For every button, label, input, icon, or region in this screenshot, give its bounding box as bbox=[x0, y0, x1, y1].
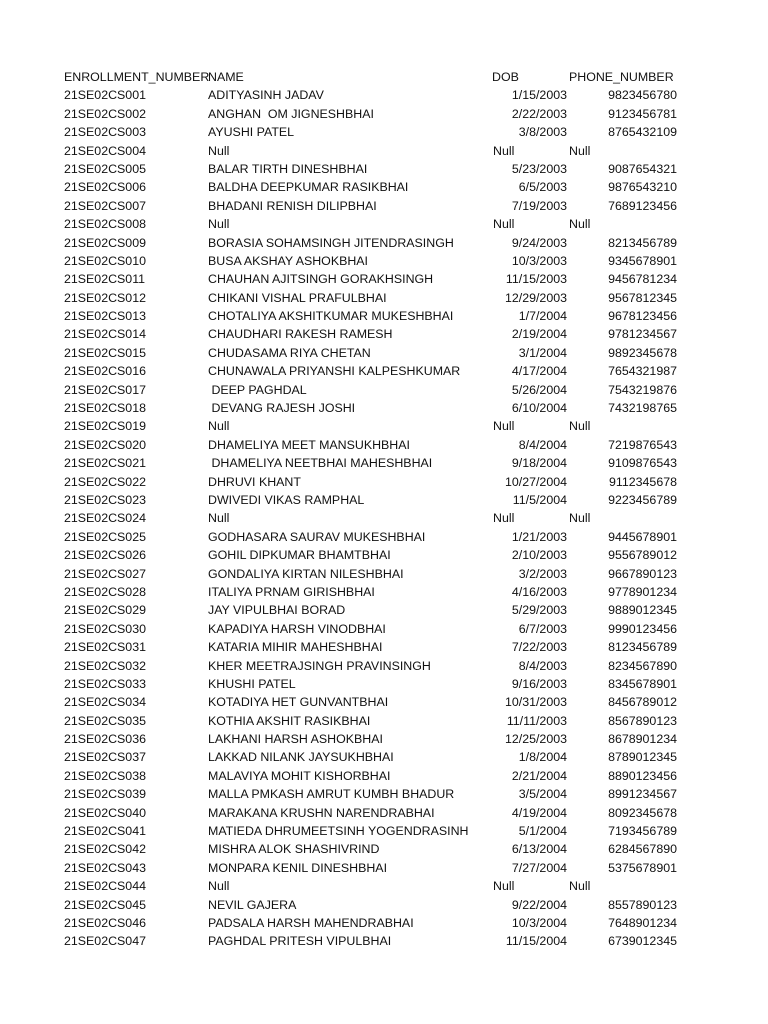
phone-cell: 8765432109 bbox=[608, 125, 677, 140]
name-cell: ANGHAN OM JIGNESHBHAI bbox=[208, 106, 374, 121]
table-row bbox=[64, 932, 704, 950]
name-cell: Null bbox=[208, 419, 230, 434]
phone-cell: 9876543210 bbox=[608, 180, 677, 195]
dob-cell: 2/22/2003 bbox=[511, 106, 567, 121]
table-row bbox=[64, 417, 704, 435]
phone-cell: Null bbox=[569, 879, 591, 894]
enrollment-cell: 21SE02CS030 bbox=[64, 621, 146, 636]
name-cell: MALLA PMKASH AMRUT KUMBH BHADUR bbox=[208, 787, 455, 802]
enrollment-cell: 21SE02CS033 bbox=[64, 676, 146, 691]
table-row bbox=[64, 546, 704, 564]
name-cell: BORASIA SOHAMSINGH JITENDRASINGH bbox=[208, 235, 454, 250]
header-name: NAME bbox=[208, 70, 244, 84]
enrollment-cell: 21SE02CS019 bbox=[64, 419, 146, 434]
phone-cell: 8991234567 bbox=[608, 787, 677, 802]
table-row bbox=[64, 473, 704, 491]
name-cell: CHUNAWALA PRIYANSHI KALPESHKUMAR bbox=[208, 364, 461, 379]
enrollment-cell: 21SE02CS012 bbox=[64, 290, 146, 305]
phone-cell: 7543219876 bbox=[608, 382, 677, 397]
phone-cell: 8789012345 bbox=[608, 750, 677, 765]
table-row bbox=[64, 270, 704, 288]
enrollment-cell: 21SE02CS004 bbox=[64, 143, 146, 158]
table-row bbox=[64, 289, 704, 307]
enrollment-cell: 21SE02CS024 bbox=[64, 511, 146, 526]
table-row bbox=[64, 840, 704, 858]
phone-cell: 9667890123 bbox=[608, 566, 677, 581]
enrollment-cell: 21SE02CS008 bbox=[64, 217, 146, 232]
phone-cell: 9678123456 bbox=[608, 309, 677, 324]
enrollment-cell: 21SE02CS035 bbox=[64, 713, 146, 728]
enrollment-cell: 21SE02CS028 bbox=[64, 584, 146, 599]
table-row bbox=[64, 859, 704, 877]
enrollment-cell: 21SE02CS039 bbox=[64, 787, 146, 802]
phone-cell: 9109876543 bbox=[608, 456, 677, 471]
name-cell: DWIVEDI VIKAS RAMPHAL bbox=[208, 492, 365, 507]
table-row bbox=[64, 730, 704, 748]
name-cell: GONDALIYA KIRTAN NILESHBHAI bbox=[208, 566, 404, 581]
phone-cell: 9445678901 bbox=[608, 529, 677, 544]
dob-cell: 11/11/2003 bbox=[506, 713, 567, 728]
dob-cell: 1/15/2003 bbox=[511, 88, 567, 103]
enrollment-cell: 21SE02CS031 bbox=[64, 640, 146, 655]
name-cell: DEVANG RAJESH JOSHI bbox=[208, 401, 356, 416]
dob-cell: 5/23/2003 bbox=[511, 161, 567, 176]
dob-cell: 7/19/2003 bbox=[511, 198, 567, 213]
table-row bbox=[64, 197, 704, 215]
enrollment-cell: 21SE02CS047 bbox=[64, 934, 146, 949]
name-cell: KOTHIA AKSHIT RASIKBHAI bbox=[208, 713, 371, 728]
table-row bbox=[64, 491, 704, 509]
enrollment-cell: 21SE02CS037 bbox=[64, 750, 146, 765]
table-row bbox=[64, 748, 704, 766]
dob-cell: 1/21/2003 bbox=[511, 529, 567, 544]
table-row bbox=[64, 914, 704, 932]
phone-cell: 8557890123 bbox=[608, 897, 677, 912]
table-row bbox=[64, 583, 704, 601]
enrollment-cell: 21SE02CS026 bbox=[64, 548, 146, 563]
name-cell: ITALIYA PRNAM GIRISHBHAI bbox=[208, 584, 375, 599]
table-row bbox=[64, 234, 704, 252]
phone-cell: Null bbox=[569, 143, 591, 158]
dob-cell: 9/16/2003 bbox=[511, 676, 567, 691]
dob-cell: 12/29/2003 bbox=[504, 290, 567, 305]
name-cell: LAKKAD NILANK JAYSUKHBHAI bbox=[208, 750, 394, 765]
phone-cell: 8890123456 bbox=[608, 768, 677, 783]
enrollment-cell: 21SE02CS014 bbox=[64, 327, 146, 342]
name-cell: KHER MEETRAJSINGH PRAVINSINGH bbox=[208, 658, 431, 673]
dob-cell: 4/19/2004 bbox=[511, 805, 567, 820]
table-row bbox=[64, 123, 704, 141]
name-cell: Null bbox=[208, 217, 230, 232]
name-cell: MISHRA ALOK SHASHIVRIND bbox=[208, 842, 380, 857]
name-cell: DHAMELIYA NEETBHAI MAHESHBHAI bbox=[208, 456, 433, 471]
enrollment-cell: 21SE02CS029 bbox=[64, 603, 146, 618]
name-cell: BHADANI RENISH DILIPBHAI bbox=[208, 198, 377, 213]
name-cell: KAPADIYA HARSH VINODBHAI bbox=[208, 621, 386, 636]
phone-cell: 9889012345 bbox=[608, 603, 677, 618]
dob-cell: Null bbox=[493, 143, 515, 158]
dob-cell: 10/3/2003 bbox=[511, 253, 567, 268]
enrollment-cell: 21SE02CS025 bbox=[64, 529, 146, 544]
dob-cell: 4/17/2004 bbox=[511, 364, 567, 379]
enrollment-cell: 21SE02CS018 bbox=[64, 401, 146, 416]
phone-cell: 9781234567 bbox=[608, 327, 677, 342]
table-row bbox=[64, 252, 704, 270]
phone-cell: 9990123456 bbox=[608, 621, 677, 636]
enrollment-cell: 21SE02CS010 bbox=[64, 253, 146, 268]
name-cell: KATARIA MIHIR MAHESHBHAI bbox=[208, 640, 383, 655]
name-cell: Null bbox=[208, 511, 230, 526]
enrollment-cell: 21SE02CS015 bbox=[64, 345, 146, 360]
name-cell: CHAUDHARI RAKESH RAMESH bbox=[208, 327, 393, 342]
name-cell: MATIEDA DHRUMEETSINH YOGENDRASINH bbox=[208, 824, 469, 839]
name-cell: BALAR TIRTH DINESHBHAI bbox=[208, 161, 368, 176]
table-row bbox=[64, 785, 704, 803]
phone-cell: 6739012345 bbox=[608, 934, 677, 949]
phone-cell: 5375678901 bbox=[608, 860, 677, 875]
dob-cell: Null bbox=[493, 879, 515, 894]
dob-cell: 3/2/2003 bbox=[518, 566, 567, 581]
enrollment-cell: 21SE02CS009 bbox=[64, 235, 146, 250]
header-enrollment-number: ENROLLMENT_NUMBER bbox=[64, 70, 210, 84]
phone-cell: 9892345678 bbox=[608, 345, 677, 360]
table-row bbox=[64, 877, 704, 895]
name-cell: BUSA AKSHAY ASHOKBHAI bbox=[208, 253, 368, 268]
dob-cell: 3/5/2004 bbox=[518, 787, 567, 802]
phone-cell: 7219876543 bbox=[608, 437, 677, 452]
name-cell: MARAKANA KRUSHN NARENDRABHAI bbox=[208, 805, 435, 820]
phone-cell: Null bbox=[569, 217, 591, 232]
phone-cell: 9123456781 bbox=[608, 106, 677, 121]
dob-cell: 4/16/2003 bbox=[511, 584, 567, 599]
enrollment-cell: 21SE02CS036 bbox=[64, 732, 146, 747]
enrollment-cell: 21SE02CS006 bbox=[64, 180, 146, 195]
dob-cell: 5/26/2004 bbox=[511, 382, 567, 397]
enrollment-cell: 21SE02CS038 bbox=[64, 768, 146, 783]
table-row bbox=[64, 896, 704, 914]
dob-cell: 6/13/2004 bbox=[511, 842, 567, 857]
dob-cell: 5/1/2004 bbox=[518, 824, 567, 839]
table-row bbox=[64, 601, 704, 619]
table-header-row bbox=[64, 68, 704, 86]
phone-cell: 9345678901 bbox=[608, 253, 677, 268]
table-body bbox=[64, 86, 704, 950]
dob-cell: 1/7/2004 bbox=[518, 309, 567, 324]
enrollment-cell: 21SE02CS032 bbox=[64, 658, 146, 673]
table-row bbox=[64, 822, 704, 840]
name-cell: NEVIL GAJERA bbox=[208, 897, 297, 912]
enrollment-cell: 21SE02CS003 bbox=[64, 125, 146, 140]
name-cell: DHAMELIYA MEET MANSUKHBHAI bbox=[208, 437, 410, 452]
enrollment-cell: 21SE02CS020 bbox=[64, 437, 146, 452]
table-row bbox=[64, 307, 704, 325]
enrollment-cell: 21SE02CS021 bbox=[64, 456, 146, 471]
name-cell: ADITYASINH JADAV bbox=[208, 88, 324, 103]
name-cell: JAY VIPULBHAI BORAD bbox=[208, 603, 346, 618]
dob-cell: 10/3/2004 bbox=[511, 915, 567, 930]
name-cell: LAKHANI HARSH ASHOKBHAI bbox=[208, 732, 383, 747]
name-cell: DEEP PAGHDAL bbox=[208, 382, 307, 397]
enrollment-cell: 21SE02CS016 bbox=[64, 364, 146, 379]
phone-cell: 9778901234 bbox=[608, 584, 677, 599]
table-row bbox=[64, 160, 704, 178]
dob-cell: 7/27/2004 bbox=[511, 860, 567, 875]
dob-cell: 8/4/2003 bbox=[518, 658, 567, 673]
enrollment-cell: 21SE02CS002 bbox=[64, 106, 146, 121]
dob-cell: 8/4/2004 bbox=[518, 437, 567, 452]
phone-cell: 9823456780 bbox=[608, 88, 677, 103]
name-cell: PAGHDAL PRITESH VIPULBHAI bbox=[208, 934, 392, 949]
dob-cell: 6/7/2003 bbox=[518, 621, 567, 636]
dob-cell: 3/8/2003 bbox=[518, 125, 567, 140]
student-table bbox=[64, 68, 704, 951]
dob-cell: 1/8/2004 bbox=[518, 750, 567, 765]
phone-cell: 8234567890 bbox=[608, 658, 677, 673]
dob-cell: Null bbox=[493, 419, 515, 434]
table-row bbox=[64, 804, 704, 822]
enrollment-cell: 21SE02CS013 bbox=[64, 309, 146, 324]
name-cell: GOHIL DIPKUMAR BHAMTBHAI bbox=[208, 548, 391, 563]
enrollment-cell: 21SE02CS001 bbox=[64, 88, 146, 103]
dob-cell: 6/10/2004 bbox=[511, 401, 567, 416]
name-cell: AYUSHI PATEL bbox=[208, 125, 295, 140]
table-row bbox=[64, 178, 704, 196]
header-phone-number: PHONE_NUMBER bbox=[569, 70, 674, 84]
name-cell: CHUDASAMA RIYA CHETAN bbox=[208, 345, 371, 360]
phone-cell: 8567890123 bbox=[608, 713, 677, 728]
phone-cell: 8456789012 bbox=[608, 695, 677, 710]
table-row bbox=[64, 454, 704, 472]
table-row bbox=[64, 142, 704, 160]
dob-cell: Null bbox=[493, 217, 515, 232]
phone-cell: 8213456789 bbox=[608, 235, 677, 250]
table-row bbox=[64, 325, 704, 343]
table-row bbox=[64, 565, 704, 583]
phone-cell: 7654321987 bbox=[608, 364, 677, 379]
phone-cell: 9087654321 bbox=[608, 161, 677, 176]
table-row bbox=[64, 657, 704, 675]
dob-cell: 10/27/2004 bbox=[504, 474, 567, 489]
table-row bbox=[64, 436, 704, 454]
dob-cell: 10/31/2003 bbox=[504, 695, 567, 710]
phone-cell: 9456781234 bbox=[608, 272, 677, 287]
name-cell: KOTADIYA HET GUNVANTBHAI bbox=[208, 695, 389, 710]
enrollment-cell: 21SE02CS017 bbox=[64, 382, 146, 397]
table-row bbox=[64, 712, 704, 730]
dob-cell: Null bbox=[493, 511, 515, 526]
dob-cell: 2/19/2004 bbox=[511, 327, 567, 342]
table-row bbox=[64, 620, 704, 638]
enrollment-cell: 21SE02CS042 bbox=[64, 842, 146, 857]
table-row bbox=[64, 86, 704, 104]
phone-cell: 9567812345 bbox=[608, 290, 677, 305]
dob-cell: 9/18/2004 bbox=[511, 456, 567, 471]
dob-cell: 2/10/2003 bbox=[511, 548, 567, 563]
enrollment-cell: 21SE02CS011 bbox=[64, 272, 146, 287]
name-cell: CHAUHAN AJITSINGH GORAKHSINGH bbox=[208, 272, 434, 287]
phone-cell: 7689123456 bbox=[608, 198, 677, 213]
name-cell: Null bbox=[208, 143, 230, 158]
dob-cell: 11/15/2003 bbox=[505, 272, 567, 287]
phone-cell: Null bbox=[569, 511, 591, 526]
phone-cell: 8092345678 bbox=[608, 805, 677, 820]
table-row bbox=[64, 638, 704, 656]
dob-cell: 2/21/2004 bbox=[511, 768, 567, 783]
dob-cell: 11/5/2004 bbox=[512, 492, 567, 507]
table-row bbox=[64, 767, 704, 785]
phone-cell: 8123456789 bbox=[608, 640, 677, 655]
table-row bbox=[64, 215, 704, 233]
enrollment-cell: 21SE02CS034 bbox=[64, 695, 146, 710]
phone-cell: 7193456789 bbox=[608, 824, 677, 839]
enrollment-cell: 21SE02CS045 bbox=[64, 897, 146, 912]
phone-cell: Null bbox=[569, 419, 591, 434]
name-cell: Null bbox=[208, 879, 230, 894]
name-cell: GODHASARA SAURAV MUKESHBHAI bbox=[208, 529, 426, 544]
dob-cell: 12/25/2003 bbox=[504, 732, 567, 747]
enrollment-cell: 21SE02CS043 bbox=[64, 860, 146, 875]
phone-cell: 7432198765 bbox=[608, 401, 677, 416]
name-cell: CHOTALIYA AKSHITKUMAR MUKESHBHAI bbox=[208, 309, 454, 324]
dob-cell: 5/29/2003 bbox=[511, 603, 567, 618]
name-cell: PADSALA HARSH MAHENDRABHAI bbox=[208, 915, 414, 930]
enrollment-cell: 21SE02CS046 bbox=[64, 915, 146, 930]
table-row bbox=[64, 362, 704, 380]
table-row bbox=[64, 399, 704, 417]
dob-cell: 9/24/2003 bbox=[511, 235, 567, 250]
name-cell: DHRUVI KHANT bbox=[208, 474, 301, 489]
table-row bbox=[64, 344, 704, 362]
name-cell: MONPARA KENIL DINESHBHAI bbox=[208, 860, 388, 875]
phone-cell: 9112345678 bbox=[609, 474, 677, 489]
table-row bbox=[64, 528, 704, 546]
phone-cell: 9556789012 bbox=[608, 548, 677, 563]
phone-cell: 9223456789 bbox=[608, 492, 677, 507]
phone-cell: 8678901234 bbox=[608, 732, 677, 747]
dob-cell: 9/22/2004 bbox=[511, 897, 567, 912]
table-row bbox=[64, 381, 704, 399]
enrollment-cell: 21SE02CS023 bbox=[64, 492, 146, 507]
enrollment-cell: 21SE02CS040 bbox=[64, 805, 146, 820]
dob-cell: 11/15/2004 bbox=[505, 934, 567, 949]
name-cell: BALDHA DEEPKUMAR RASIKBHAI bbox=[208, 180, 409, 195]
header-dob: DOB bbox=[492, 70, 519, 84]
phone-cell: 8345678901 bbox=[608, 676, 677, 691]
name-cell: MALAVIYA MOHIT KISHORBHAI bbox=[208, 768, 391, 783]
table-row bbox=[64, 675, 704, 693]
table-row bbox=[64, 693, 704, 711]
enrollment-cell: 21SE02CS007 bbox=[64, 198, 146, 213]
enrollment-cell: 21SE02CS005 bbox=[64, 161, 146, 176]
name-cell: KHUSHI PATEL bbox=[208, 676, 296, 691]
enrollment-cell: 21SE02CS022 bbox=[64, 474, 146, 489]
table-row bbox=[64, 509, 704, 527]
table-row bbox=[64, 105, 704, 123]
enrollment-cell: 21SE02CS041 bbox=[64, 824, 146, 839]
phone-cell: 7648901234 bbox=[608, 915, 677, 930]
name-cell: CHIKANI VISHAL PRAFULBHAI bbox=[208, 290, 387, 305]
dob-cell: 3/1/2004 bbox=[518, 345, 567, 360]
enrollment-cell: 21SE02CS027 bbox=[64, 566, 146, 581]
dob-cell: 6/5/2003 bbox=[518, 180, 567, 195]
dob-cell: 7/22/2003 bbox=[511, 640, 567, 655]
enrollment-cell: 21SE02CS044 bbox=[64, 879, 146, 894]
phone-cell: 6284567890 bbox=[608, 842, 677, 857]
